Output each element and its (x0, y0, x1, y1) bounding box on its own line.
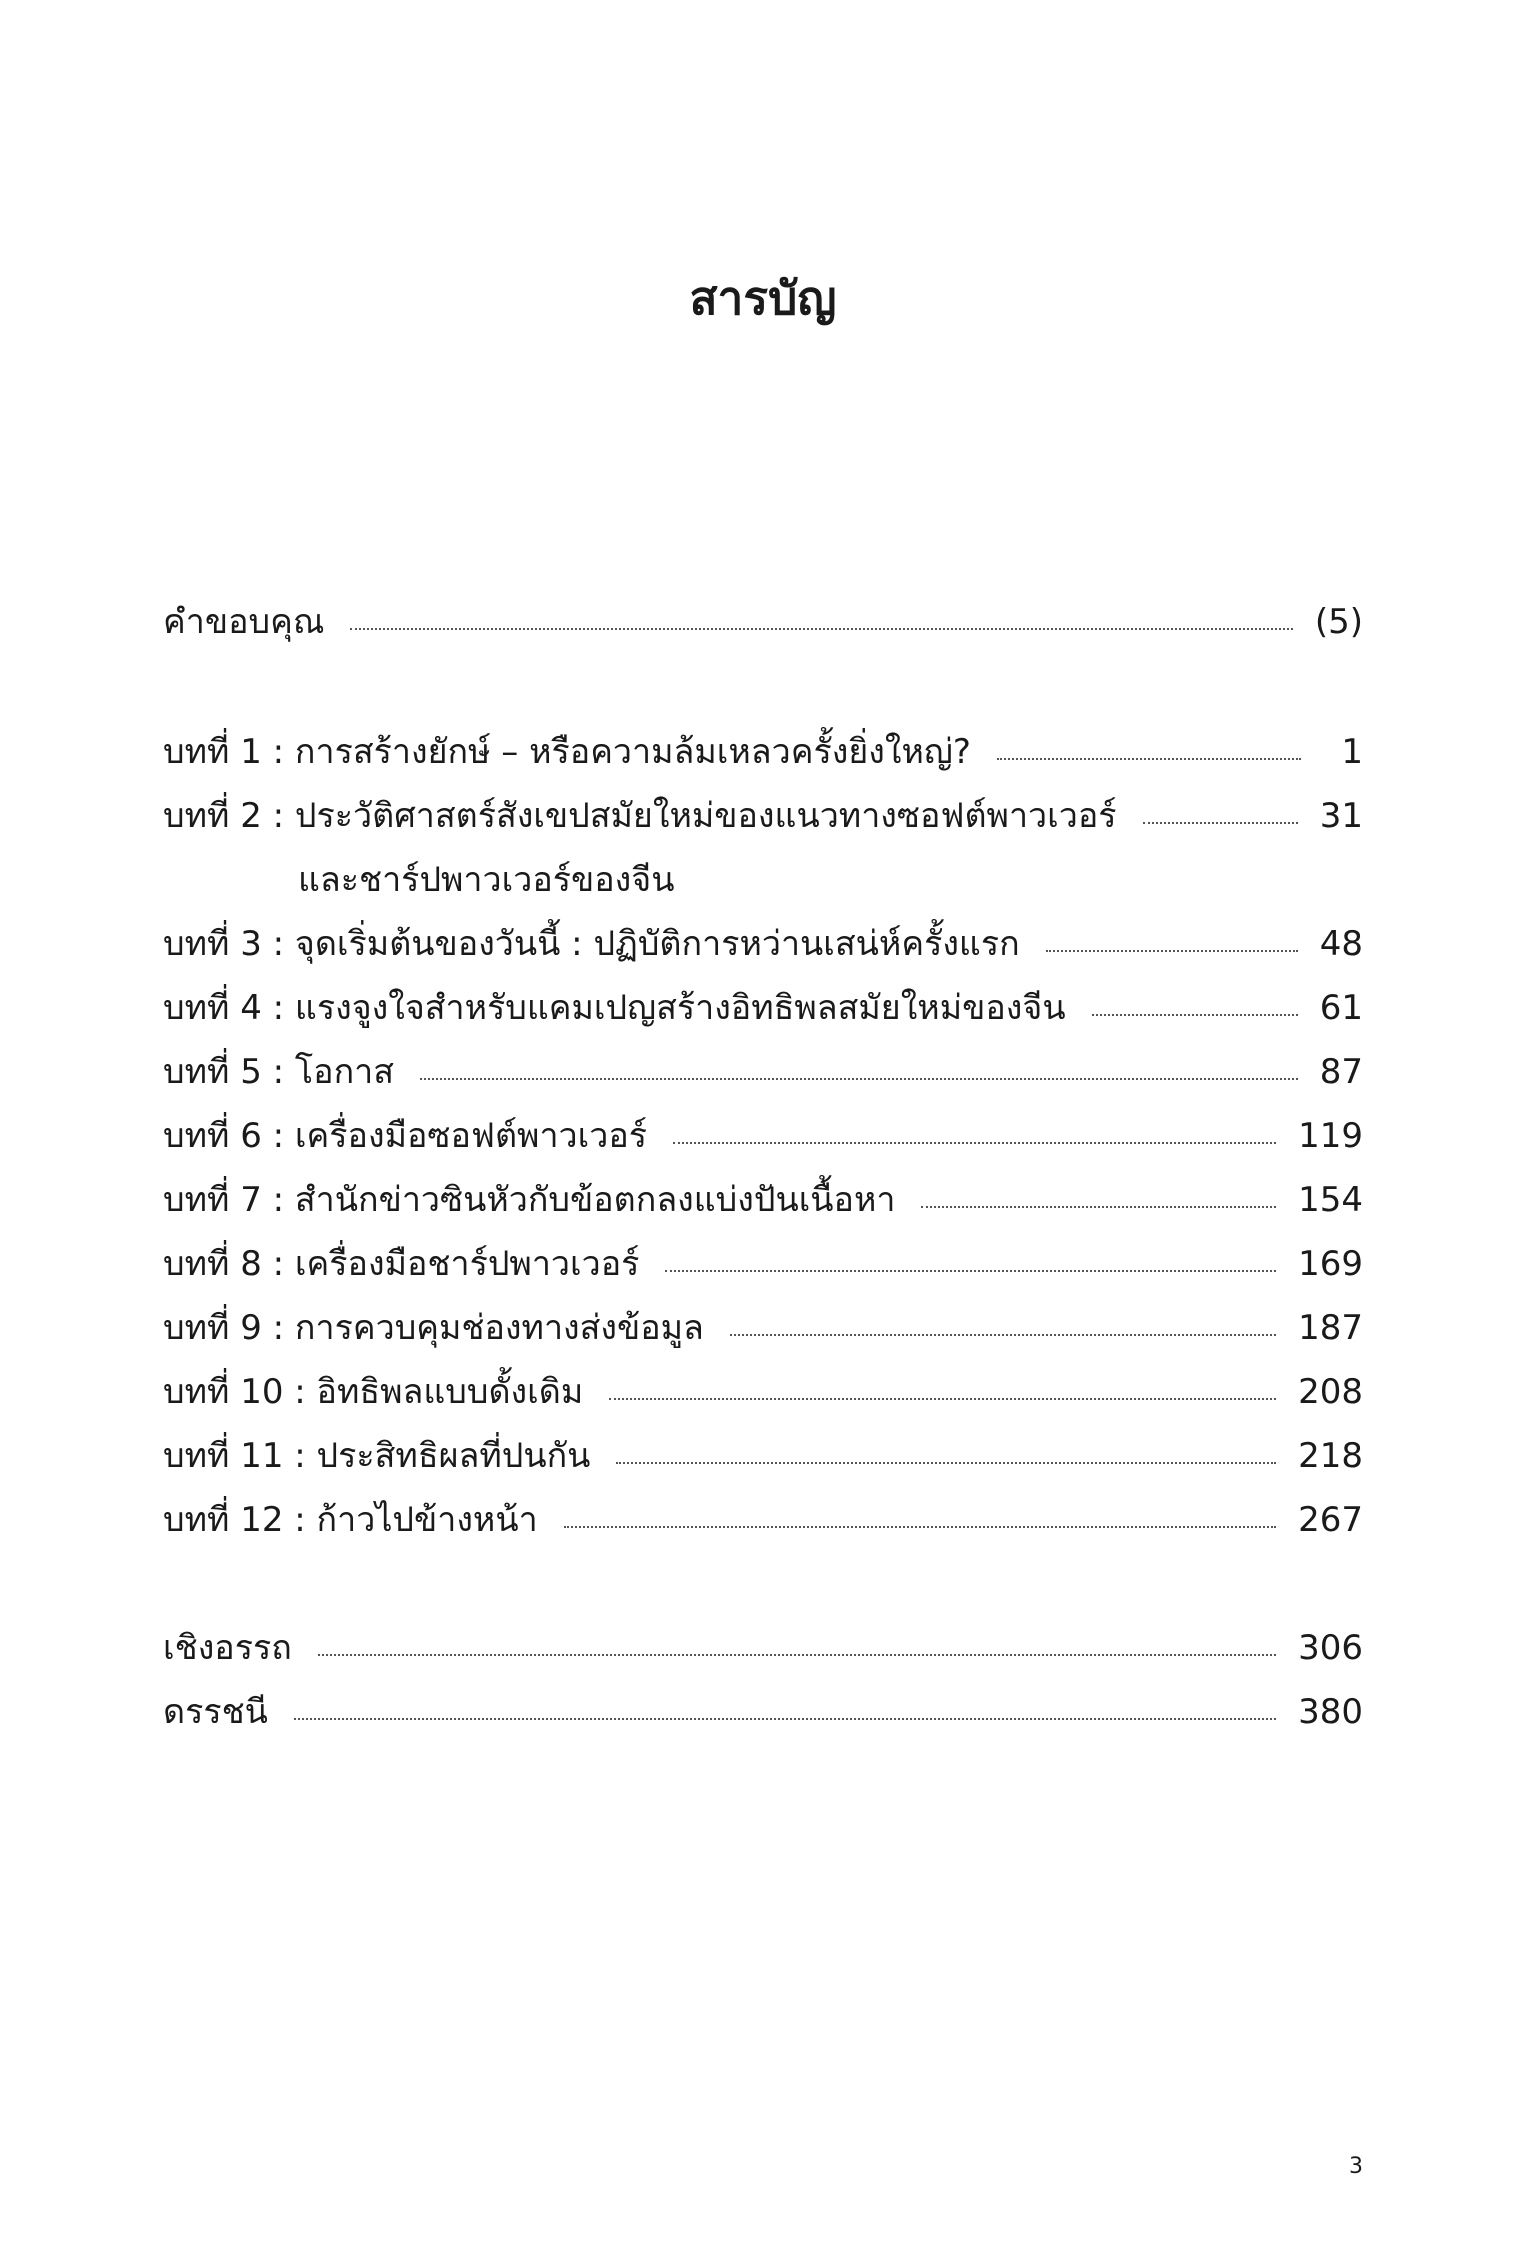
toc-page-number: 31 (1319, 796, 1363, 836)
toc-label: คำขอบคุณ (163, 602, 325, 642)
dot-leader (730, 1334, 1276, 1336)
toc-label: บทที่ 7 : สำนักข่าวซินหัวกับข้อตกลงแบ่งปันเนื้อหา (163, 1180, 896, 1220)
toc-label: บทที่ 2 : ประวัติศาสตร์สังเขปสมัยใหม่ของแนวทางซอฟต์พาวเวอร์ (163, 796, 1117, 836)
toc-row-chapter-2 (163, 784, 1363, 848)
toc-row-chapter-3 (163, 912, 1363, 976)
toc-page-number: 119 (1298, 1116, 1363, 1156)
dot-leader (997, 758, 1301, 760)
dot-leader (616, 1462, 1276, 1464)
toc-page-number: 306 (1298, 1628, 1363, 1668)
toc-row-chapter-11 (163, 1424, 1363, 1488)
toc-page-number: 218 (1298, 1436, 1363, 1476)
dot-leader (1092, 1014, 1298, 1016)
page-title: สารบัญ (689, 271, 837, 325)
dot-leader (1143, 822, 1298, 824)
toc-label: ดรรชนี (163, 1692, 268, 1732)
toc-row-chapter-7 (163, 1168, 1363, 1232)
toc-label-continuation: และชาร์ปพาวเวอร์ของจีน (298, 860, 675, 900)
toc-page-number: 267 (1298, 1500, 1363, 1540)
toc-label: เชิงอรรถ (163, 1628, 292, 1668)
toc-page-number: 1 (1341, 732, 1363, 772)
toc-page-number: 380 (1298, 1692, 1363, 1732)
toc-row-chapter-12 (163, 1488, 1363, 1552)
toc-row-chapter-9 (163, 1296, 1363, 1360)
toc-label: บทที่ 3 : จุดเริ่มต้นของวันนี้ : ปฏิบัติการหว่านเสน่ห์ครั้งแรก (163, 924, 1020, 964)
toc-page-number: 87 (1319, 1052, 1363, 1092)
page-number: 3 (1349, 2154, 1363, 2179)
dot-leader (921, 1206, 1276, 1208)
toc-row-chapter-4 (163, 976, 1363, 1040)
toc-label: บทที่ 11 : ประสิทธิผลที่ปนกัน (163, 1436, 591, 1476)
toc-label: บทที่ 5 : โอกาส (163, 1052, 395, 1092)
toc-page-number: 61 (1319, 988, 1363, 1028)
toc-row-chapter-10 (163, 1360, 1363, 1424)
toc-page-number: 208 (1298, 1372, 1363, 1412)
toc-label: บทที่ 4 : แรงจูงใจสำหรับแคมเปญสร้างอิทธิพลสมัยใหม่ของจีน (163, 988, 1066, 1028)
dot-leader (420, 1078, 1298, 1080)
dot-leader (564, 1526, 1276, 1528)
dot-leader (350, 628, 1292, 630)
toc-row-chapter-5 (163, 1040, 1363, 1104)
toc-row-chapter-6 (163, 1104, 1363, 1168)
toc-label: บทที่ 8 : เครื่องมือชาร์ปพาวเวอร์ (163, 1244, 640, 1284)
toc-row-chapter-1 (163, 720, 1363, 784)
toc-row-acknowledgements (163, 590, 1363, 654)
dot-leader (294, 1718, 1276, 1720)
dot-leader (609, 1398, 1276, 1400)
dot-leader (318, 1654, 1276, 1656)
toc-row-index (163, 1680, 1363, 1744)
toc-label: บทที่ 1 : การสร้างยักษ์ – หรือความล้มเหลวครั้งยิ่งใหญ่? (163, 732, 971, 772)
toc-label: บทที่ 12 : ก้าวไปข้างหน้า (163, 1500, 538, 1540)
toc-page-number: 169 (1298, 1244, 1363, 1284)
toc-row-chapter-8 (163, 1232, 1363, 1296)
dot-leader (665, 1270, 1276, 1272)
toc-row-notes (163, 1616, 1363, 1680)
toc-page-number: 48 (1319, 924, 1363, 964)
toc-page-number: (5) (1314, 602, 1363, 642)
dot-leader (1046, 950, 1298, 952)
toc-label: บทที่ 9 : การควบคุมช่องทางส่งข้อมูล (163, 1308, 704, 1348)
toc-label: บทที่ 10 : อิทธิพลแบบดั้งเดิม (163, 1372, 584, 1412)
dot-leader (673, 1142, 1276, 1144)
toc-page-number: 187 (1298, 1308, 1363, 1348)
toc-page-number: 154 (1298, 1180, 1363, 1220)
toc-label: บทที่ 6 : เครื่องมือซอฟต์พาวเวอร์ (163, 1116, 648, 1156)
